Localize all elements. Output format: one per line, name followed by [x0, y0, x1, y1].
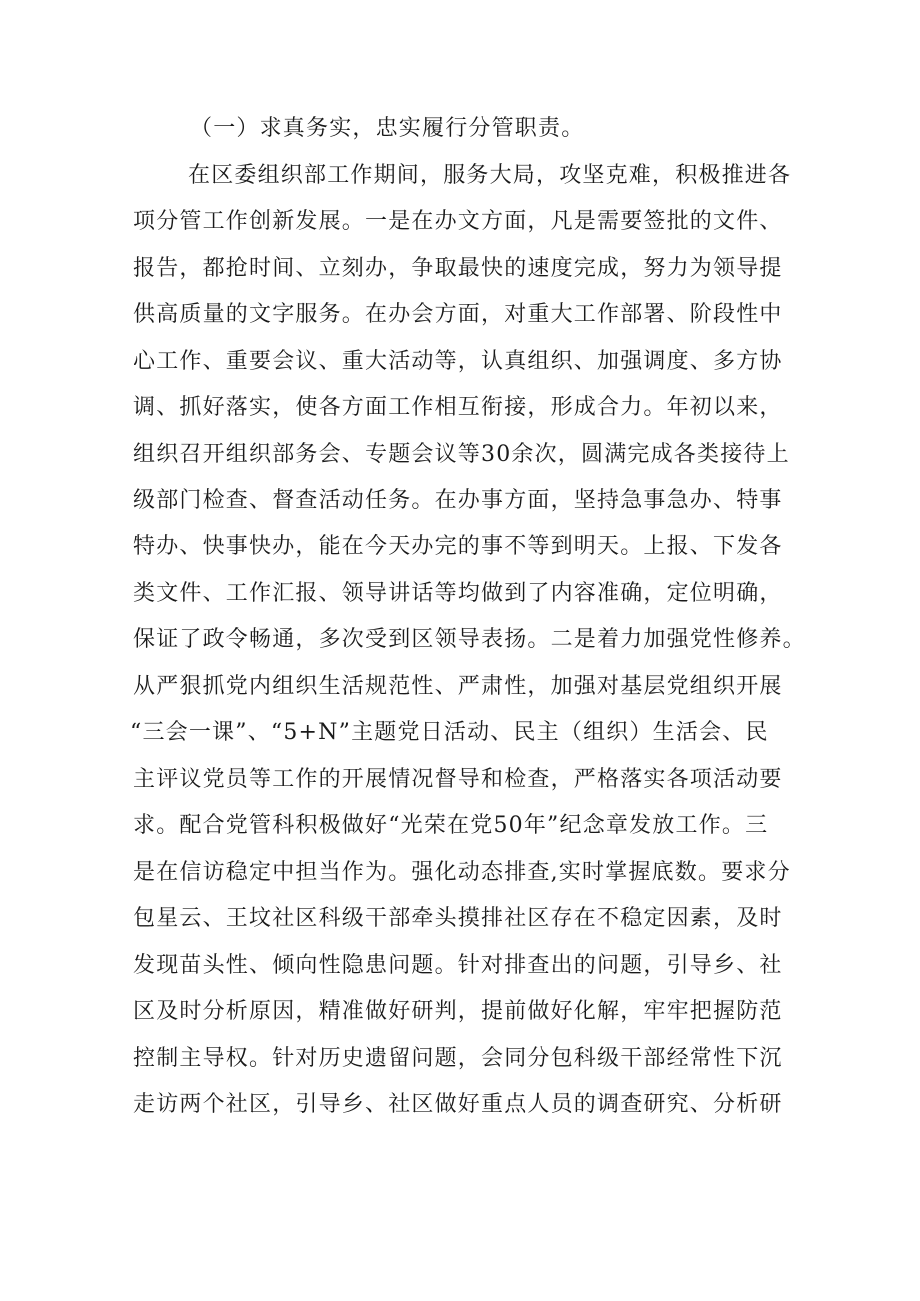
paragraph-line-21: 走访两个社区，引导乡、社区做好重点人员的调查研究、分析研 [133, 1092, 783, 1117]
paragraph-line-7: 组织召开组织部务会、专题会议等30余次，圆满完成各类接待上 [133, 442, 790, 467]
paragraph-line-6: 调、抓好落实，使各方面工作相互衔接，形成合力。年初以来， [133, 395, 783, 420]
paragraph-line-9: 特办、快事快办，能在今天办完的事不等到明天。上报、下发各 [133, 534, 783, 559]
paragraph-line-2: 项分管工作创新发展。一是在办文方面，凡是需要签批的文件、 [133, 209, 783, 234]
paragraph-line-5: 心工作、重要会议、重大活动等，认真组织、加强调度、多方协 [133, 349, 783, 374]
paragraph-line-4: 供高质量的文字服务。在办会方面，对重大工作部署、阶段性中 [133, 302, 783, 327]
paragraph-line-16: 是在信访稳定中担当作为。强化动态排查,实时掌握底数。要求分 [133, 860, 791, 885]
paragraph-line-11: 保证了政令畅通，多次受到区领导表扬。二是着力加强党性修养。 [133, 627, 806, 652]
paragraph-line-10: 类文件、工作汇报、领导讲话等均做到了内容准确，定位明确， [133, 581, 783, 606]
paragraph-line-17: 包星云、王坟社区科级干部牵头摸排社区存在不稳定因素，及时 [133, 906, 783, 931]
paragraph-line-8: 级部门检查、督查活动任务。在办事方面，坚持急事急办、特事 [133, 488, 783, 513]
paragraph-line-20: 控制主导权。针对历史遗留问题，会同分包科级干部经常性下沉 [133, 1046, 783, 1071]
paragraph-line-15: 求。配合党管科积极做好“光荣在党50年”纪念章发放工作。三 [133, 813, 769, 838]
section-heading: （一）求真务实，忠实履行分管职责。 [190, 116, 585, 141]
paragraph-line-1: 在区委组织部工作期间，服务大局，攻坚克难，积极推进各 [188, 163, 792, 188]
paragraph-line-14: 主评议党员等工作的开展情况督导和检查，严格落实各项活动要 [133, 767, 783, 792]
paragraph-line-13: “三会一课”、“5+N”主题党日活动、民主（组织）生活会、民 [130, 720, 769, 745]
paragraph-line-12: 从严狠抓党内组织生活规范性、严肃性，加强对基层党组织开展 [133, 674, 783, 699]
paragraph-line-19: 区及时分析原因，精准做好研判，提前做好化解，牢牢把握防范 [133, 999, 783, 1024]
paragraph-line-3: 报告，都抢时间、立刻办，争取最快的速度完成，努力为领导提 [133, 256, 783, 281]
paragraph-line-18: 发现苗头性、倾向性隐患问题。针对排查出的问题，引导乡、社 [133, 953, 783, 978]
